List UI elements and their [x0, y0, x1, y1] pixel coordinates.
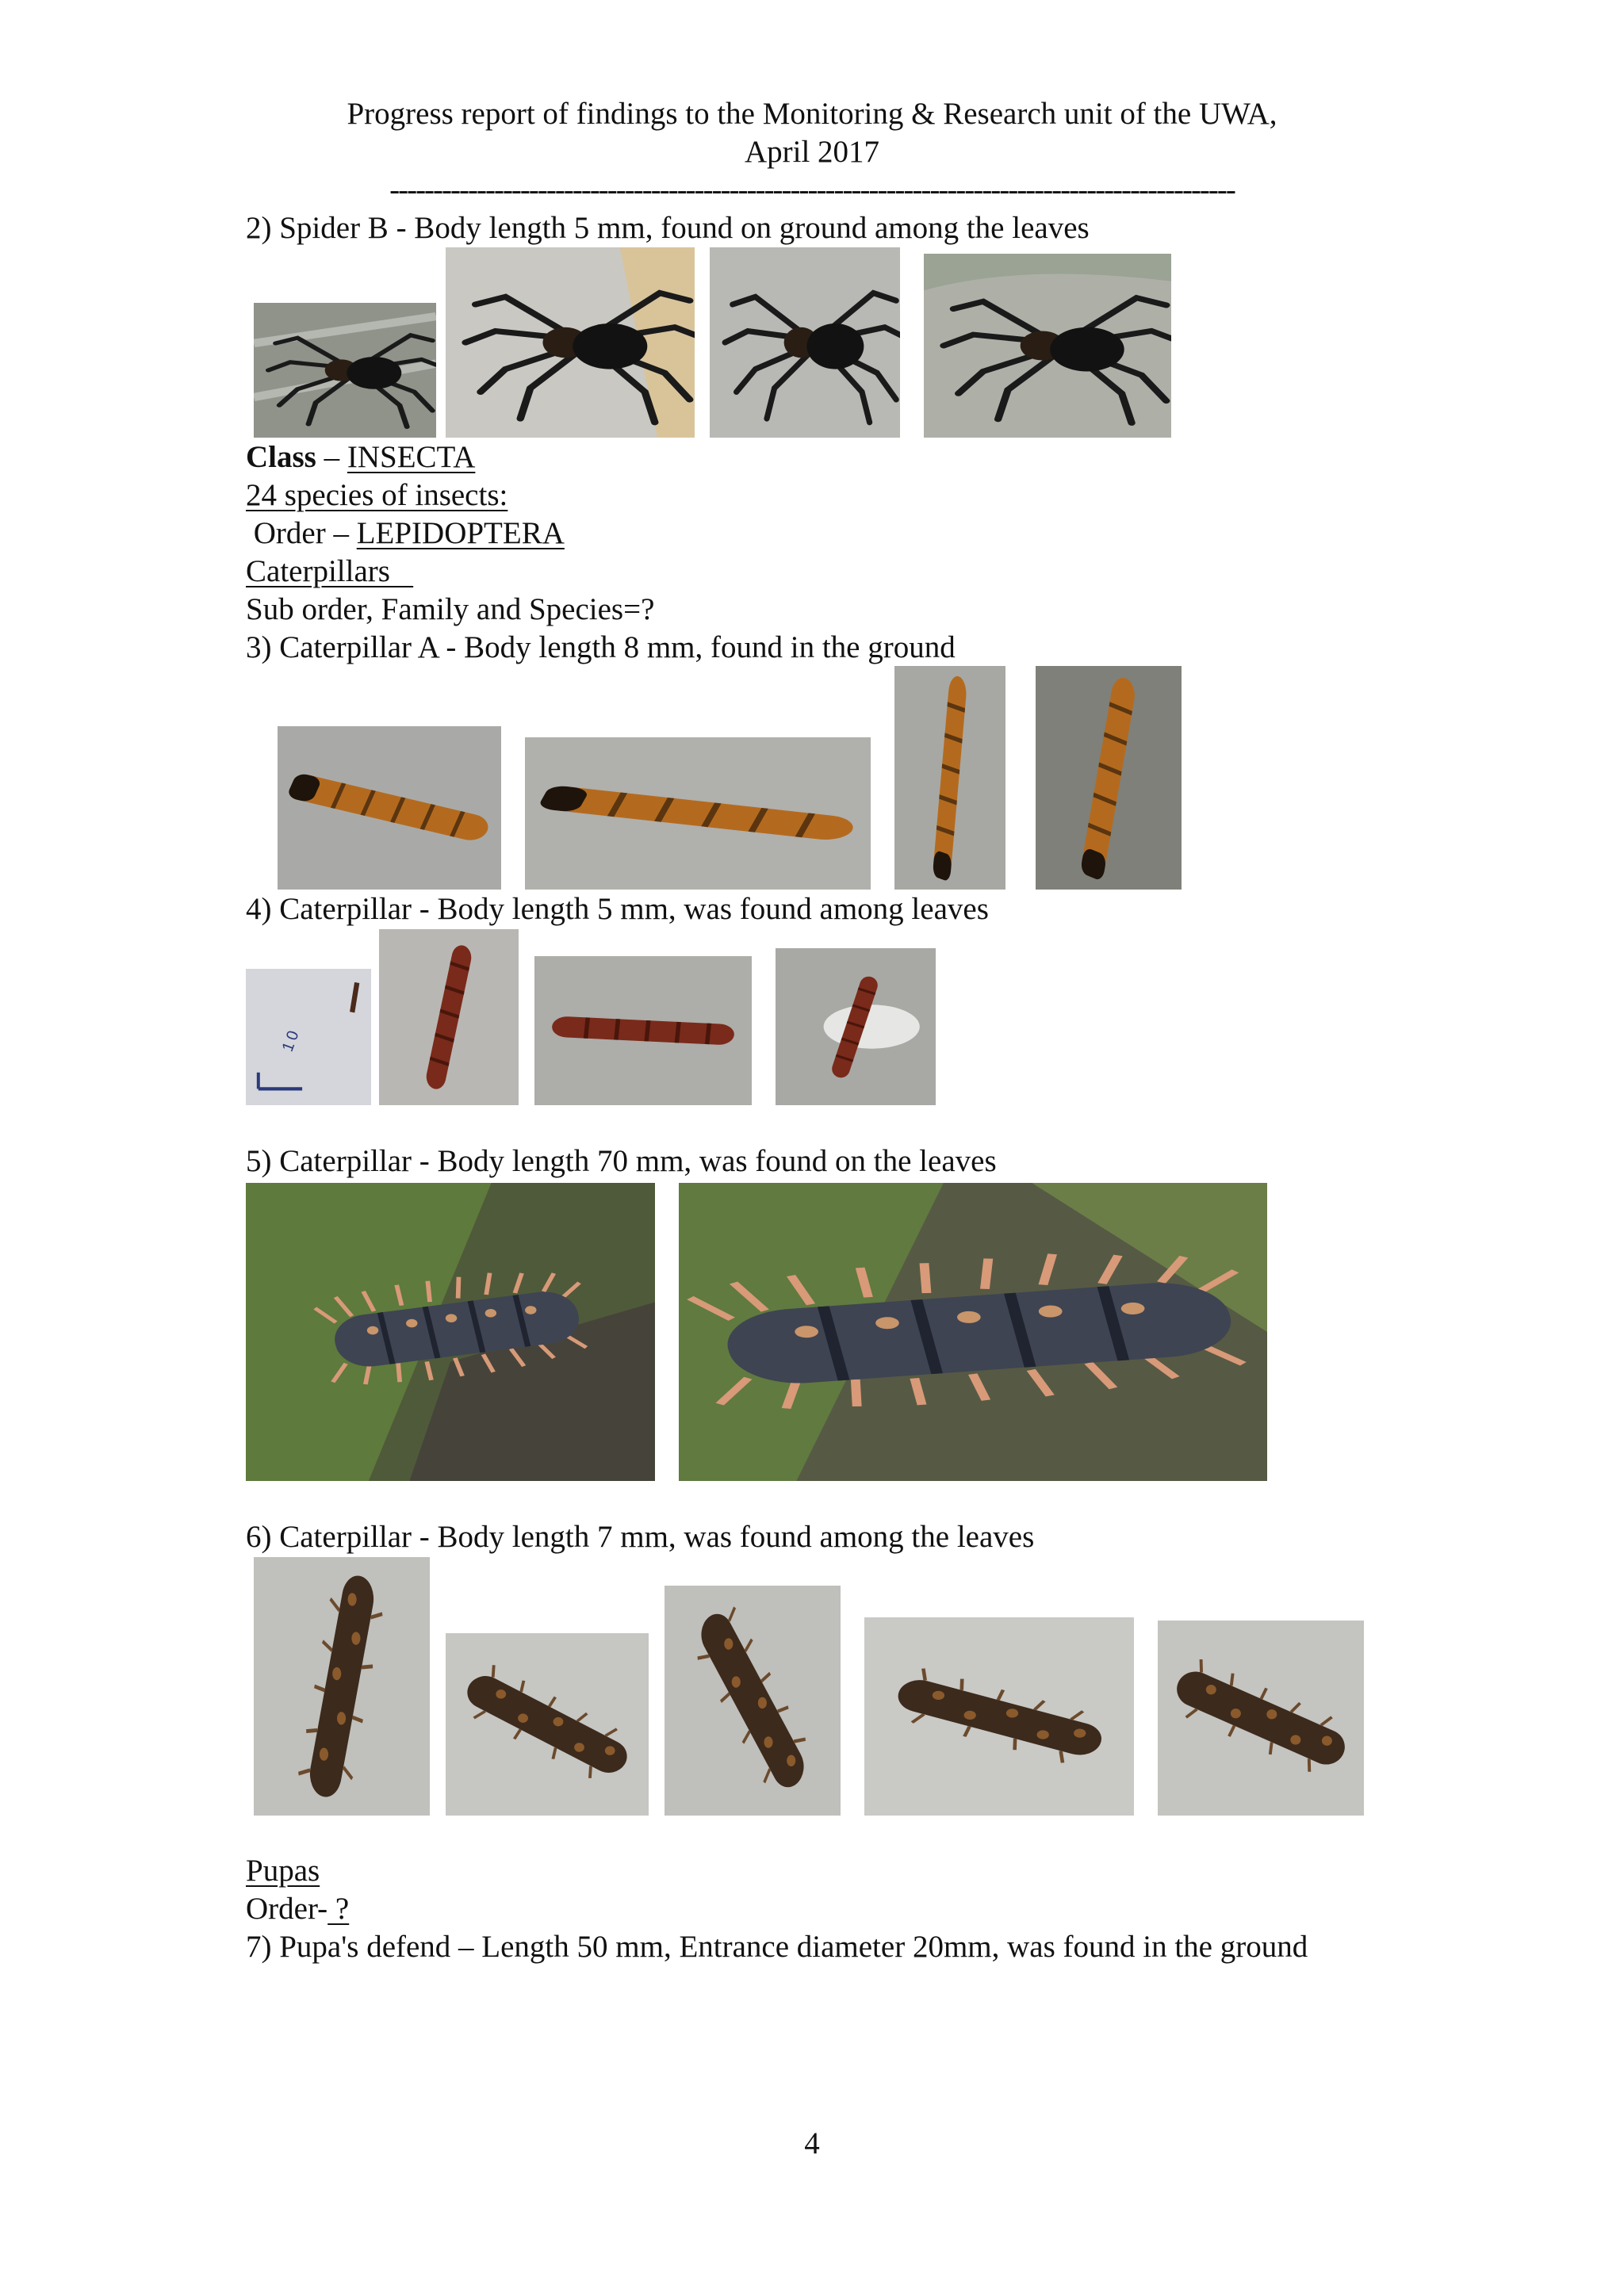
class-line: Class – INSECTA — [246, 440, 476, 474]
caterpillar-photo — [679, 1183, 1267, 1481]
caterpillar-photo — [278, 726, 501, 890]
caterpillars-heading: Caterpillars — [246, 554, 414, 588]
caterpillar-photo — [525, 737, 871, 890]
order-line: Order – LEPIDOPTERA — [246, 516, 565, 550]
report-title: Progress report of findings to the Monitoring & Research unit of the UWA, — [347, 97, 1277, 131]
page-number: 4 — [804, 2126, 820, 2160]
caterpillar-photo-with-ruler — [246, 969, 371, 1105]
item-caterpillar-6: 6) Caterpillar - Body length 7 mm, was found among the leaves — [246, 1520, 1035, 1554]
item-spider-b: 2) Spider B - Body length 5 mm, found on ground among the leaves — [246, 211, 1090, 245]
spider-photo — [446, 247, 695, 438]
report-date: April 2017 — [744, 135, 880, 169]
caterpillar-photo — [864, 1617, 1134, 1816]
ruler-mark: 1 0 — [278, 1028, 303, 1054]
spider-photo — [254, 303, 436, 438]
pupa-order-line: Order- ? — [246, 1892, 350, 1926]
item-caterpillar-5: 5) Caterpillar - Body length 70 mm, was found on the leaves — [246, 1144, 997, 1178]
item-caterpillar-a: 3) Caterpillar A - Body length 8 mm, found in the ground — [246, 630, 956, 664]
caterpillar-photo — [379, 929, 519, 1105]
caterpillar-photo — [776, 948, 936, 1105]
item-caterpillar-4: 4) Caterpillar - Body length 5 mm, was found among leaves — [246, 892, 989, 926]
caterpillar-photo — [894, 666, 1005, 890]
species-count: 24 species of insects: — [246, 478, 508, 512]
item-pupa-7: 7) Pupa's defend – Length 50 mm, Entrance diameter 20mm, was found in the ground — [246, 1930, 1308, 1964]
caterpillar-photo — [254, 1557, 430, 1816]
class-value: INSECTA — [347, 440, 476, 474]
header-rule: ------------------------------------------------------------------------------------------------- — [389, 173, 1235, 207]
order-value: LEPIDOPTERA — [356, 516, 565, 550]
caterpillar-photo — [1158, 1621, 1364, 1816]
pupas-heading: Pupas — [246, 1854, 320, 1888]
spider-photo — [924, 254, 1171, 438]
spider-photo — [710, 247, 900, 438]
caterpillar-photo — [246, 1183, 655, 1481]
caterpillar-photo — [534, 956, 752, 1105]
caterpillar-photo — [665, 1586, 841, 1816]
caterpillar-photo — [1036, 666, 1182, 890]
suborder-note: Sub order, Family and Species=? — [246, 592, 655, 626]
caterpillar-photo — [446, 1633, 649, 1816]
